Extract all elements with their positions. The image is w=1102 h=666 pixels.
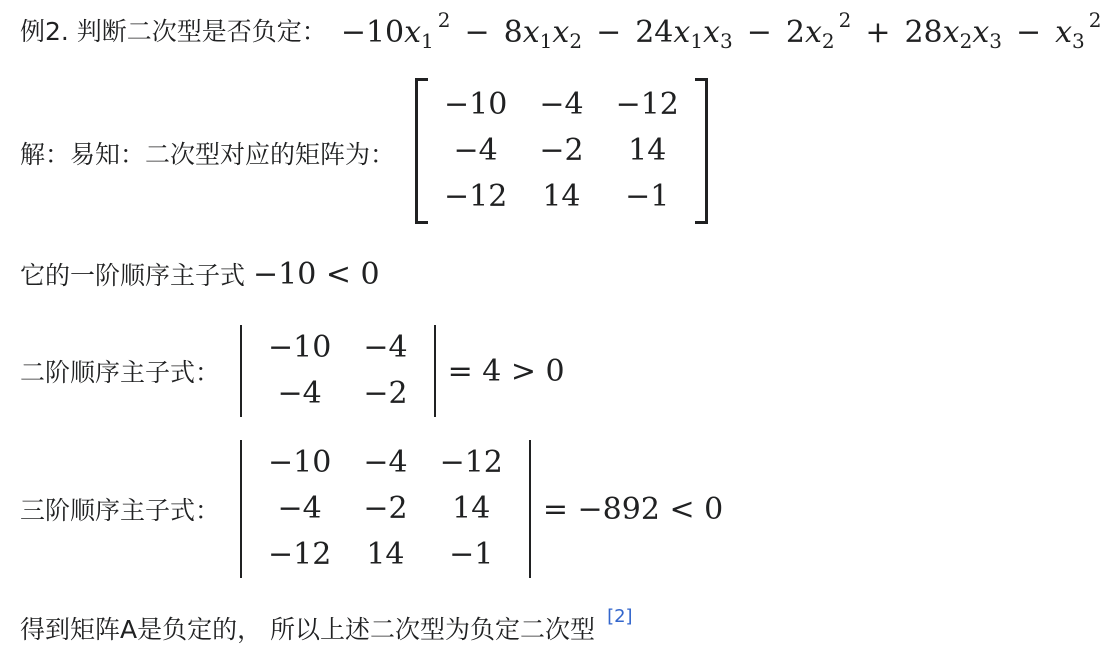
conclusion-line (20, 606, 633, 650)
variable: x (404, 14, 422, 50)
second-order-minor-line (20, 328, 565, 414)
third-order-determinant (240, 440, 531, 578)
variable-subscript: 1 (539, 28, 553, 53)
variable-subscript: 3 (1072, 28, 1085, 53)
variable-subscript: 3 (719, 28, 733, 53)
matrix-cell: −4 (363, 330, 408, 365)
matrix-cell: −12 (268, 537, 332, 572)
matrix-cell: −10 (444, 87, 508, 122)
matrix-row (252, 532, 519, 578)
third-order-result: = −892 < 0 (542, 491, 724, 527)
third-order-minor-line (20, 444, 723, 574)
operator: − (746, 14, 772, 50)
solution-line (20, 88, 708, 218)
matrix-cell: −2 (363, 491, 408, 526)
variable: x (1055, 14, 1073, 50)
matrix-row (428, 128, 695, 174)
example-label: 例2. 判断二次型是否负定： (20, 17, 327, 46)
citation-link[interactable]: [2] (607, 605, 633, 627)
variable: x (522, 14, 540, 50)
second-order-determinant (240, 325, 436, 417)
second-order-result: = 4 > 0 (447, 353, 565, 389)
matrix-cell: −1 (449, 537, 494, 572)
first-order-minor-label: 它的一阶顺序主子式 (20, 261, 246, 290)
matrix-row (252, 486, 519, 532)
matrix-cell: −2 (539, 133, 584, 168)
matrix-cell: −12 (444, 179, 508, 214)
exponent: 2 (437, 7, 451, 32)
matrix-cell: −12 (439, 445, 503, 480)
matrix-cell: −4 (363, 445, 408, 480)
variable: x (703, 14, 720, 50)
operator: − (1015, 14, 1042, 50)
quadratic-form-expression (341, 8, 1102, 53)
matrix-row (252, 325, 424, 371)
determinant-grid (252, 325, 424, 417)
variable-subscript: 3 (989, 28, 1002, 53)
matrix-cell: 14 (366, 537, 405, 572)
matrix-row (428, 82, 695, 128)
operator: + (865, 14, 891, 50)
variable-subscript: 2 (821, 28, 835, 53)
operator: − (596, 14, 622, 50)
coefficient: 8 (503, 14, 523, 50)
exponent: 2 (838, 7, 852, 32)
matrix-cell: −1 (625, 179, 670, 214)
matrix-grid (428, 82, 695, 220)
coefficient: 2 (785, 14, 805, 50)
variable-subscript: 1 (421, 28, 434, 53)
coefficient: 28 (904, 14, 943, 50)
operator: − (464, 14, 490, 50)
variable: x (804, 14, 822, 50)
matrix-cell: −4 (277, 491, 322, 526)
solution-label: 解：易知：二次型对应的矩阵为： (20, 140, 396, 169)
variable: x (942, 14, 960, 50)
matrix-cell: 14 (628, 133, 667, 168)
matrix-cell: −10 (268, 330, 332, 365)
variable-subscript: 2 (959, 28, 973, 53)
quadratic-form-matrix (415, 78, 708, 228)
variable: x (552, 14, 570, 50)
matrix-cell: −4 (453, 133, 498, 168)
matrix-row (252, 371, 424, 417)
matrix-cell: −10 (268, 445, 332, 480)
second-order-minor-label: 二阶顺序主子式： (20, 358, 221, 387)
coefficient: −10 (340, 14, 405, 50)
coefficient: 24 (635, 14, 674, 50)
variable: x (972, 14, 990, 50)
variable-subscript: 2 (569, 28, 583, 53)
matrix-cell: −4 (539, 87, 584, 122)
matrix-cell: −4 (277, 376, 322, 411)
first-order-minor-math: −10 < 0 (253, 256, 380, 292)
matrix-cell: −12 (615, 87, 679, 122)
variable: x (673, 14, 691, 50)
matrix-row (428, 174, 695, 220)
matrix-cell: −2 (363, 376, 408, 411)
exponent: 2 (1088, 7, 1102, 32)
variable-subscript: 1 (690, 28, 704, 53)
matrix-cell: 14 (542, 179, 581, 214)
matrix-cell: 14 (452, 491, 491, 526)
third-order-minor-label: 三阶顺序主子式： (20, 496, 221, 525)
determinant-grid (252, 440, 519, 578)
example-line (20, 8, 1102, 52)
first-order-minor-line (20, 252, 380, 296)
conclusion-text: 得到矩阵A是负定的， 所以上述二次型为负定二次型 (20, 615, 596, 644)
matrix-row (252, 440, 519, 486)
